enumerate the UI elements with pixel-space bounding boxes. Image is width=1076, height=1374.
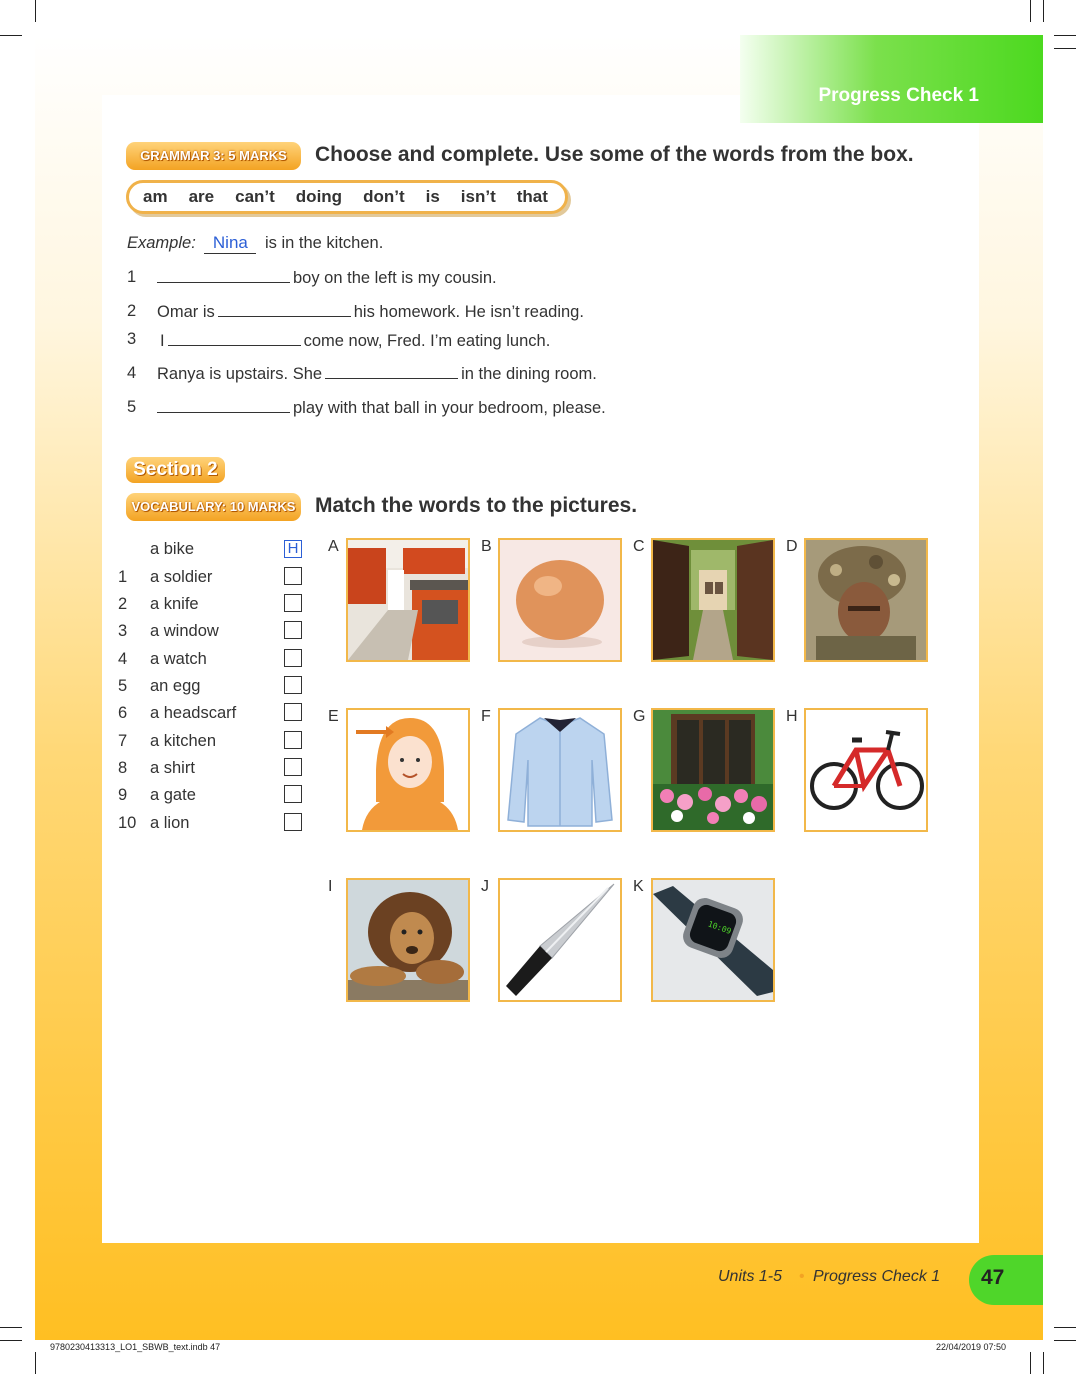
vocab-word: an egg [150,677,201,695]
footer-title: Progress Check 1 [813,1268,941,1285]
bike-icon [806,710,926,830]
vocab-word: a shirt [150,759,195,777]
print-slug-file: 9780230413313_LO1_SBWB_text.indb 47 [50,1342,221,1352]
item-text: in the dining room. [461,365,597,383]
grammar-label: GRAMMAR 3: 5 MARKS [126,142,301,170]
item-number: 3 [118,622,128,640]
answer-checkbox[interactable] [284,621,302,639]
footer-units: Units 1-5 [718,1268,783,1285]
word-box-item: is [425,187,440,206]
item-number: 2 [127,302,137,320]
crop-mark [0,1340,22,1341]
svg-text:10:09: 10:09 [706,919,733,937]
vocab-word: a headscarf [150,704,237,722]
item-text: come now, Fred. I’m eating lunch. [303,332,551,350]
grammar-item [160,331,550,351]
item-number: 7 [118,732,128,750]
picture-letter: G [633,708,646,725]
section-2-label: Section 2 [126,457,225,483]
word-box-item: can’t [235,187,275,206]
vocab-word: a soldier [150,568,213,586]
progress-check-tab [740,35,1043,123]
soldier-icon [806,540,926,660]
print-slug-date: 22/04/2019 07:50 [936,1342,1007,1352]
crop-mark [35,1352,36,1374]
item-text: Ranya is upstairs. She [157,365,323,383]
knife-photo [498,878,622,1002]
grammar-item [157,302,584,322]
vocab-word: a watch [150,650,207,668]
vocab-word: a bike [150,540,195,558]
answer-blank[interactable] [157,268,290,283]
item-number: 8 [118,759,128,777]
item-number: 1 [118,568,128,586]
grammar-item [157,364,597,384]
answer-blank[interactable] [218,302,351,317]
word-box [126,180,568,214]
item-number: 4 [127,364,137,382]
crop-mark [0,1327,22,1328]
word-box-item: am [143,187,168,206]
picture-letter: B [481,538,492,555]
picture-letter: C [633,538,645,555]
answer-blank[interactable] [325,364,458,379]
answer-checkbox[interactable] [284,813,302,831]
picture-letter: A [328,538,339,555]
word-box-item: doing [295,187,343,206]
vocabulary-label: VOCABULARY: 10 MARKS [126,493,301,521]
item-number: 3 [127,330,137,348]
item-text: I [160,332,165,350]
grammar-item [157,268,497,288]
egg-photo [498,538,622,662]
item-text: his homework. He isn’t reading. [353,303,584,321]
vocab-word: a knife [150,595,199,613]
item-number: 1 [127,268,137,286]
lion-photo [346,878,470,1002]
item-number: 6 [118,704,128,722]
vocab-word: a kitchen [150,732,217,750]
gate-photo [651,538,775,662]
crop-mark [35,0,36,22]
headscarf-icon [348,710,468,830]
crop-mark [1030,1352,1031,1374]
watch-photo [651,878,775,1002]
crop-mark [1054,1327,1076,1328]
answer-checkbox[interactable] [284,785,302,803]
gate-icon [653,540,773,660]
crop-mark [1054,1340,1076,1341]
word-box-item: isn’t [460,187,496,206]
footer-separator: • [799,1268,805,1285]
answer-checkbox[interactable]: H [284,540,302,558]
answer-checkbox[interactable] [284,703,302,721]
vocab-word: a lion [150,814,190,832]
answer-checkbox[interactable] [284,676,302,694]
item-text: Omar is [157,303,215,321]
window-photo [651,708,775,832]
answer-checkbox[interactable] [284,567,302,585]
picture-letter: E [328,708,339,725]
grammar-instruction: Choose and complete. Use some of the words from the box. [315,143,914,166]
crop-mark [1043,0,1044,22]
picture-letter: K [633,878,644,895]
answer-checkbox[interactable] [284,649,302,667]
item-number: 5 [118,677,128,695]
soldier-photo [804,538,928,662]
shirt-photo [498,708,622,832]
picture-letter: D [786,538,798,555]
lion-icon [348,880,468,1000]
bike-photo [804,708,928,832]
example-sentence [127,233,383,254]
item-number: 10 [118,814,137,832]
picture-letter: H [786,708,798,725]
watch-icon [653,880,773,1000]
item-number: 4 [118,650,128,668]
word-box-item: don’t [363,187,405,206]
example-prefix: Example: [127,234,196,252]
headscarf-illustration [346,708,470,832]
example-rest: is in the kitchen. [264,234,384,252]
example-answer: Nina [204,233,256,254]
item-number: 5 [127,398,137,416]
egg-icon [500,540,620,660]
answer-checkbox[interactable] [284,758,302,776]
grammar-item [157,398,606,418]
kitchen-photo [346,538,470,662]
answer-blank[interactable] [157,398,290,413]
word-box-item: are [188,187,215,206]
answer-checkbox[interactable] [284,731,302,749]
vocabulary-instruction: Match the words to the pictures. [315,494,638,517]
item-text: boy on the left is my cousin. [293,269,497,287]
crop-mark [1054,35,1076,36]
answer-checkbox[interactable] [284,594,302,612]
vocab-word: a window [150,622,219,640]
crop-mark [0,35,22,36]
window-icon [653,710,773,830]
item-number: 2 [118,595,128,613]
shirt-icon [500,710,620,830]
crop-mark [1043,1352,1044,1374]
item-number: 9 [118,786,128,804]
answer-blank[interactable] [168,331,301,346]
crop-mark [1030,0,1031,22]
crop-mark [1054,48,1076,49]
page-number: 47 [969,1255,1043,1305]
tab-title: Progress Check 1 [818,85,979,106]
vocab-word: a gate [150,786,196,804]
picture-letter: J [481,878,489,895]
kitchen-icon [348,540,468,660]
picture-letter: F [481,708,491,725]
item-text: play with that ball in your bedroom, please. [293,399,606,417]
word-box-item: that [516,187,548,206]
picture-letter: I [328,878,333,895]
knife-icon [500,880,620,1000]
